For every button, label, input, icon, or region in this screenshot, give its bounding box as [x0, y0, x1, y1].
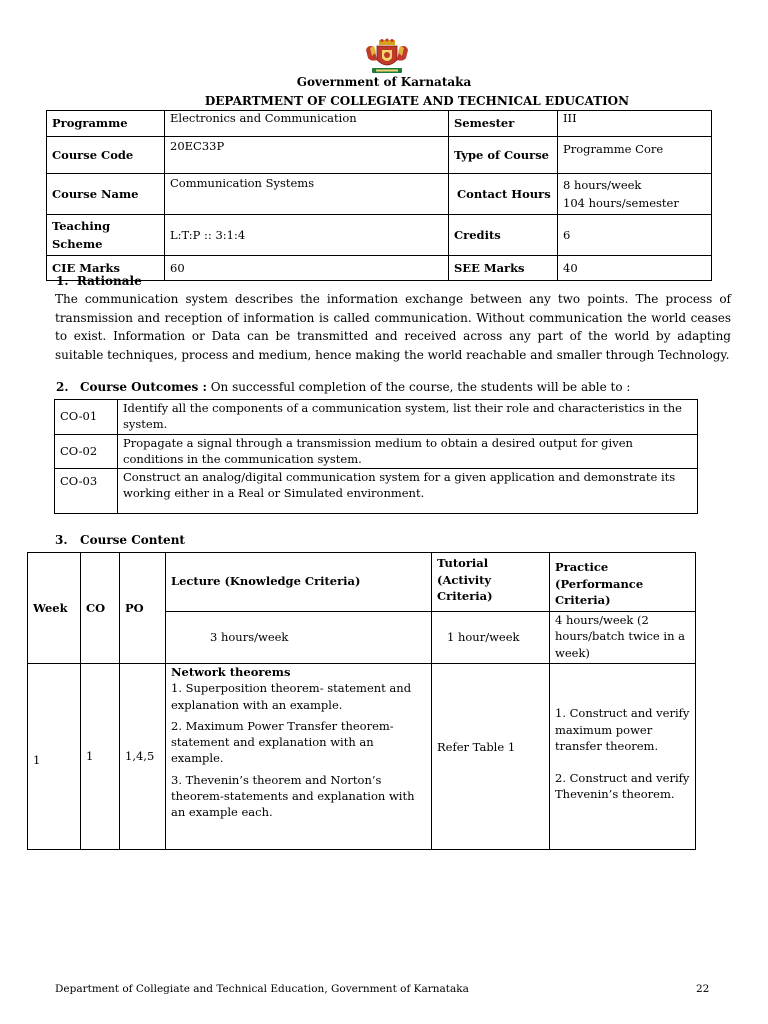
programme-value: Electronics and Communication	[165, 111, 449, 137]
practice-content	[550, 664, 696, 850]
week-number: 1	[28, 664, 81, 850]
course-name-value: Communication Systems	[165, 174, 449, 215]
co-text: Identify all the components of a communication system, list their role and characteristics in the system.	[118, 400, 698, 435]
credits-label: Credits	[449, 215, 558, 256]
rationale-text: The communication system describes the information exchange between any two points. The process of transmission and reception of information is called communication. Without communication the world ceases to exist. Information or Data can be transmitted and received across any part of the world by adapting suitable techniques, process and medium, hence making the world reachable and smaller through Technology.	[55, 292, 731, 362]
contact-hours-label: Contact Hours	[449, 174, 558, 215]
contact-hours-value	[558, 174, 712, 215]
credits-value: 6	[558, 215, 712, 256]
course-content-heading: 3. Course Content	[55, 533, 185, 547]
teaching-scheme-label: Teaching Scheme	[47, 215, 165, 256]
course-code-label: Course Code	[47, 137, 165, 174]
lecture-content	[166, 664, 432, 850]
table-row	[55, 400, 698, 435]
table-row	[55, 469, 698, 514]
lecture-header: Lecture (Knowledge Criteria)	[166, 553, 432, 612]
type-of-course-label: Type of Course	[449, 137, 558, 174]
co-text: Propagate a signal through a transmission medium to obtain a desired output for given conditions in the communication system.	[118, 435, 698, 469]
course-code-value: 20EC33P	[165, 137, 449, 174]
list-item: 3. Thevenin’s theorem and Norton’s theorem-statements and explanation with an example each.	[171, 772, 415, 820]
rationale-heading: 1. Rationale	[56, 274, 142, 288]
lecture-hours: 3 hours/week	[166, 611, 432, 664]
practice-hours: 4 hours/week (2 hours/batch twice in a week)	[550, 611, 696, 664]
table-row	[47, 137, 712, 174]
course-outcomes-intro: On successful completion of the course, the students will be able to :	[206, 380, 631, 394]
table-row	[47, 215, 712, 256]
co-text: Construct an analog/digital communication system for a given application and demonstrate its working either in a Real or Simulated environment.	[118, 469, 698, 514]
table-row	[28, 664, 696, 850]
course-outcomes-label: Course Outcomes :	[79, 380, 207, 394]
programme-label: Programme	[47, 111, 165, 137]
cie-marks-label: CIE Marks	[47, 256, 165, 281]
course-outcomes-table	[54, 399, 698, 514]
teaching-scheme-value: L:T:P :: 3:1:4	[165, 215, 449, 256]
co-id: CO-02	[55, 435, 118, 469]
karnataka-emblem-logo	[362, 38, 412, 76]
contact-hours-weekly: 8 hours/week	[563, 178, 642, 192]
list-item: 1. Construct and verify maximum power transfer theorem.	[555, 706, 690, 753]
week-header: Week	[28, 553, 81, 664]
see-marks-label: SEE Marks	[449, 256, 558, 281]
semester-value: III	[558, 111, 712, 137]
po-header: PO	[120, 553, 166, 664]
co-id: CO-03	[55, 469, 118, 514]
list-item: 2. Construct and verify Thevenin’s theorem.	[555, 771, 690, 802]
footer-text: Department of Collegiate and Technical Education, Government of Karnataka	[55, 983, 469, 995]
see-marks-value: 40	[558, 256, 712, 281]
course-outcomes-number: 2.	[56, 380, 69, 394]
semester-label: Semester	[449, 111, 558, 137]
list-item: 2. Maximum Power Transfer theorem- statement and explanation with an example.	[171, 718, 394, 766]
cie-marks-value: 60	[165, 256, 449, 281]
department-title: DEPARTMENT OF COLLEGIATE AND TECHNICAL EDUCATION	[204, 94, 630, 108]
course-outcomes-heading	[56, 380, 630, 394]
tutorial-header: Tutorial (Activity Criteria)	[432, 553, 550, 612]
type-of-course-value: Programme Core	[558, 137, 712, 174]
course-content-table	[27, 552, 696, 850]
course-info-table	[46, 110, 712, 281]
government-title: Government of Karnataka	[296, 75, 472, 89]
list-item: 1. Superposition theorem- statement and explanation with an example.	[171, 681, 412, 712]
lecture-topic-title: Network theorems	[171, 665, 291, 679]
po-numbers: 1,4,5	[120, 664, 166, 850]
tutorial-content: Refer Table 1	[432, 664, 550, 850]
course-name-label: Course Name	[47, 174, 165, 215]
page-number: 22	[696, 983, 710, 995]
table-row	[47, 256, 712, 281]
tutorial-hours: 1 hour/week	[432, 611, 550, 664]
co-number: 1	[81, 664, 120, 850]
table-row	[47, 111, 712, 137]
co-id: CO-01	[55, 400, 118, 435]
table-row	[55, 435, 698, 469]
contact-hours-semester: 104 hours/semester	[563, 196, 679, 210]
practice-header: Practice (Performance Criteria)	[550, 553, 696, 612]
co-header: CO	[81, 553, 120, 664]
table-row	[28, 553, 696, 612]
table-row	[47, 174, 712, 215]
